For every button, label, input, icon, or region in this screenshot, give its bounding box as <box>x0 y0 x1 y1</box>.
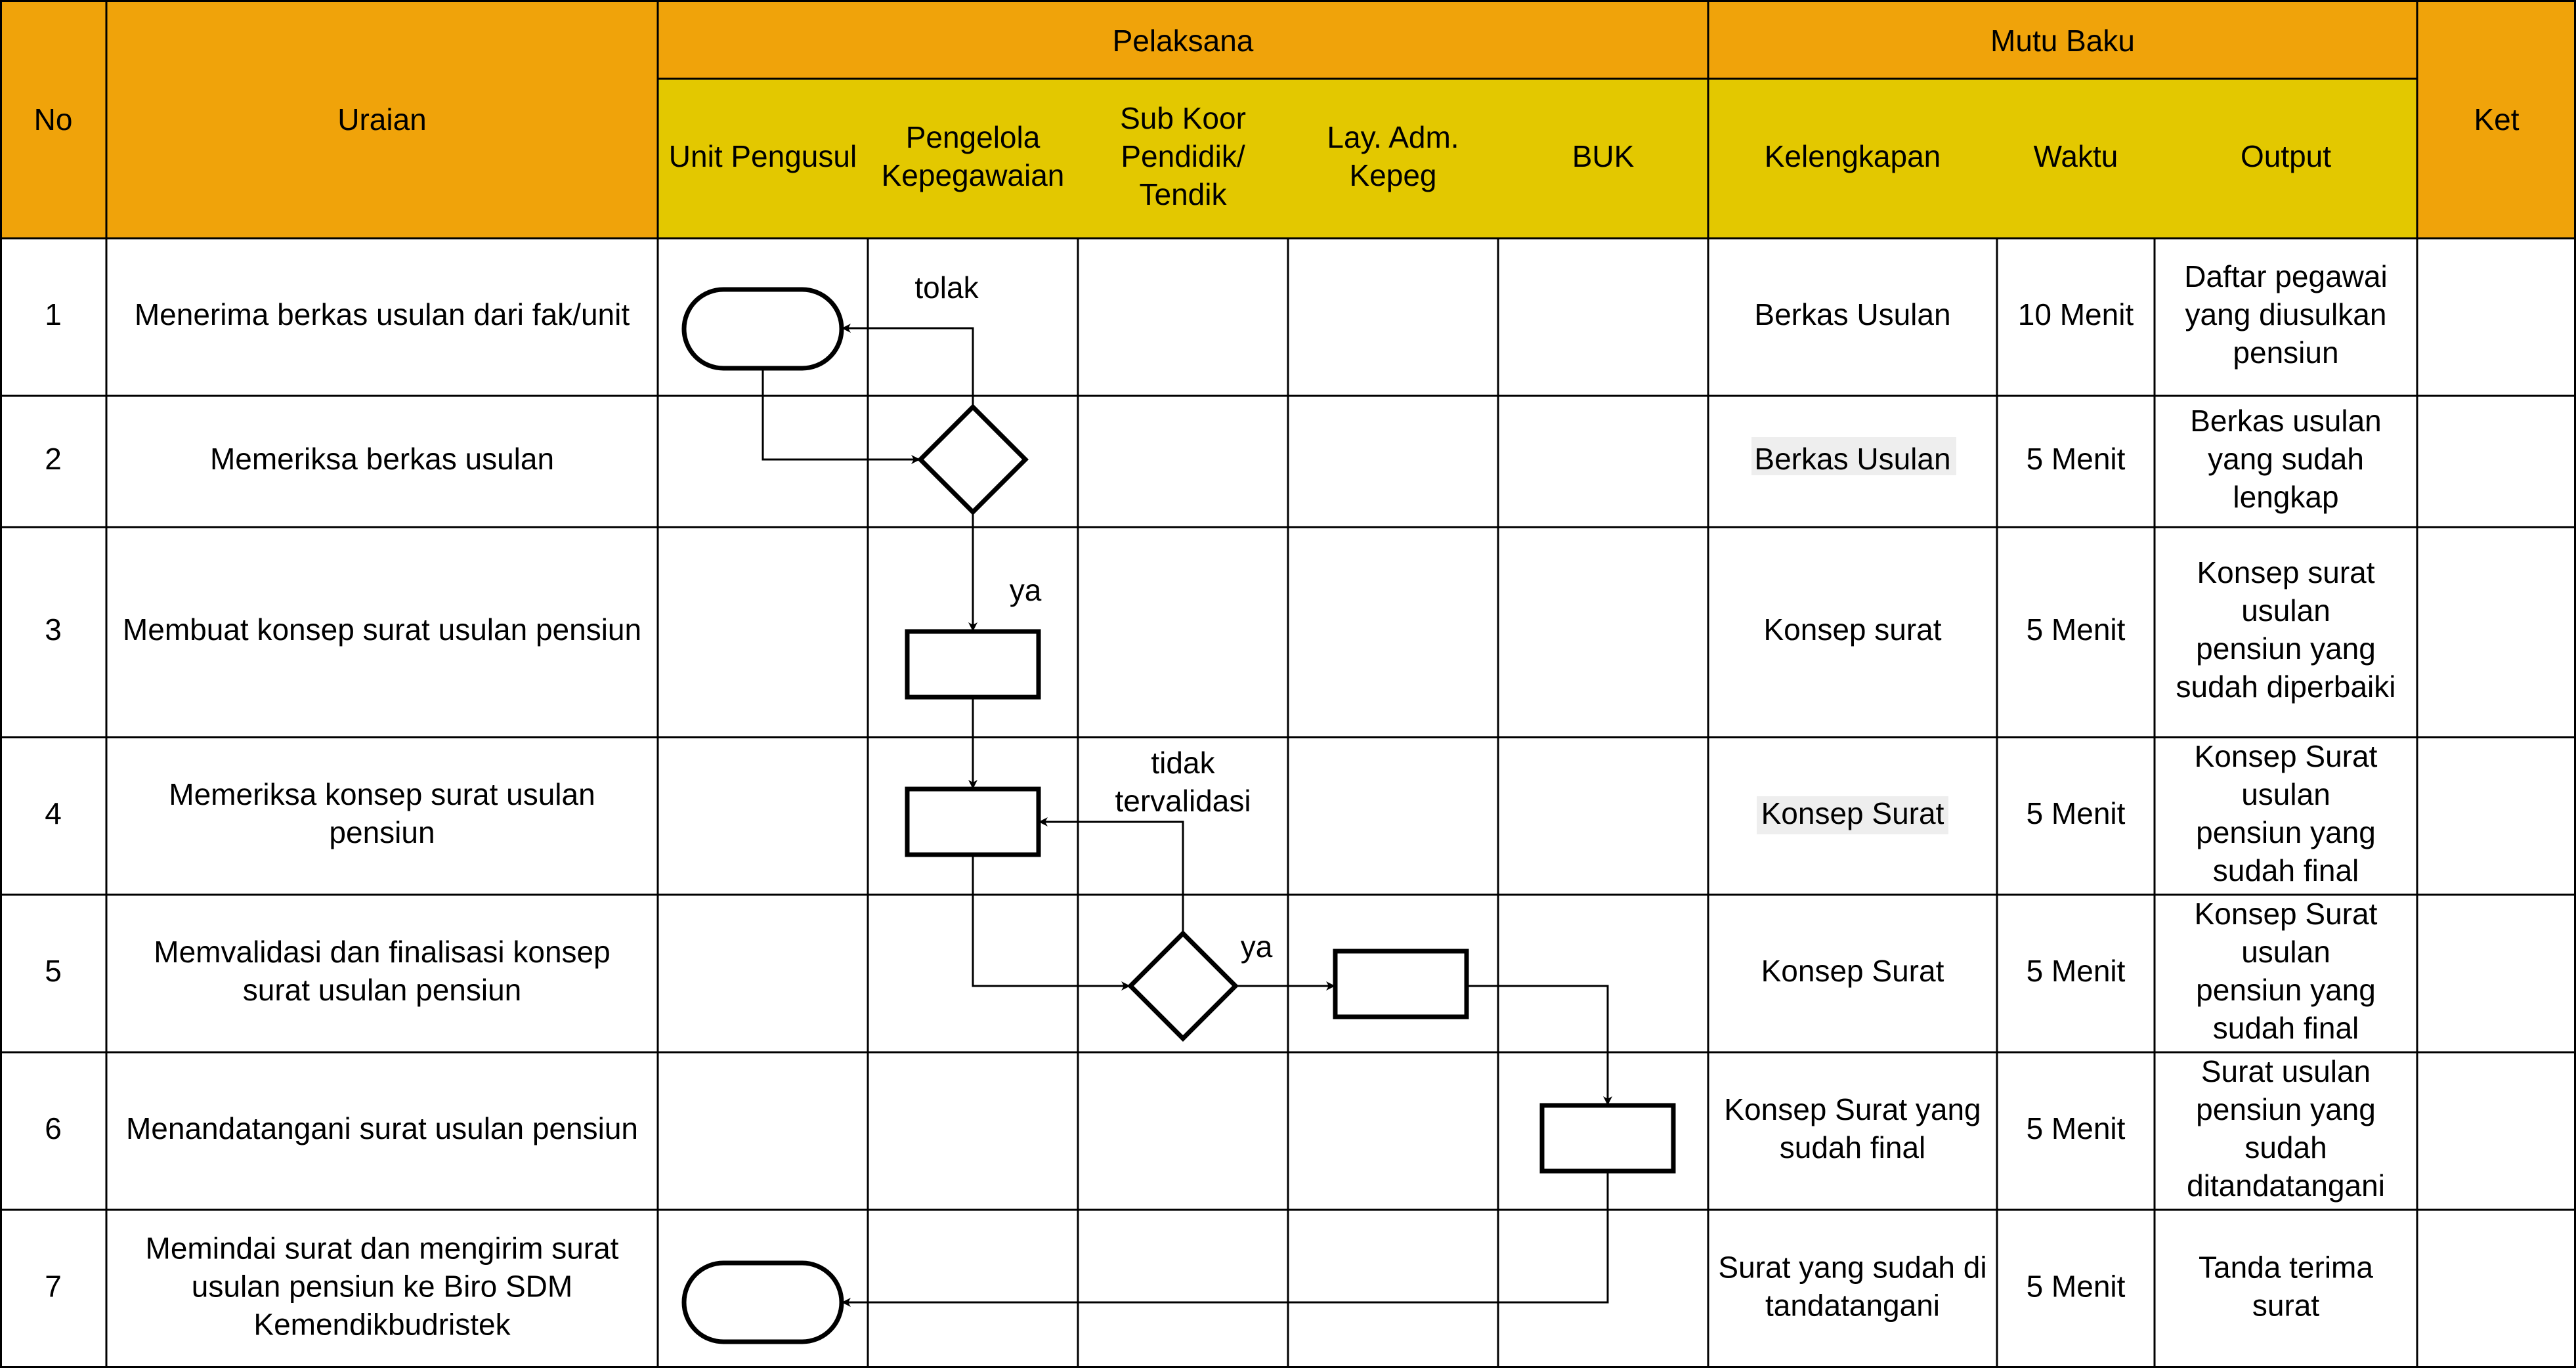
row-output-line: Konsep Surat <box>2194 739 2378 774</box>
row-waktu <box>2027 442 2126 476</box>
row-output-line: Tanda terima <box>2199 1250 2373 1285</box>
row-output-line: Konsep Surat <box>2194 897 2378 931</box>
row-output <box>2184 259 2387 370</box>
row-waktu-line: 5 Menit <box>2026 612 2126 647</box>
mutu-header <box>2034 139 2118 173</box>
row-uraian-line: surat usulan pensiun <box>242 973 522 1008</box>
row-no <box>45 1270 62 1304</box>
lane-header-line: Pendidik/ <box>1121 139 1245 174</box>
label-tervalidasi: tervalidasi <box>1115 784 1251 819</box>
header-pelaksana: Pelaksana <box>1112 24 1254 58</box>
row-no <box>45 1111 62 1145</box>
row-waktu-line: 5 Menit <box>2026 442 2126 477</box>
lane-header-line: Tendik <box>1139 177 1227 212</box>
row-waktu-line: 10 Menit <box>2017 297 2134 332</box>
header-ket: Ket <box>2474 102 2520 137</box>
row-kelengkapan-line: Konsep Surat <box>1761 954 1944 989</box>
row-waktu-line: 5 Menit <box>2026 954 2126 989</box>
row-kelengkapan-line: sudah final <box>1779 1130 1926 1165</box>
row-output <box>2190 404 2382 514</box>
row-output-line: surat <box>2252 1288 2320 1323</box>
row-output-line: lengkap <box>2233 480 2339 515</box>
row-no <box>45 612 62 647</box>
mutu-header <box>1765 139 1941 173</box>
row-kelengkapan-line: Konsep Surat <box>1761 796 1944 831</box>
row-waktu <box>2027 796 2126 830</box>
decision-validate-letter <box>1130 933 1235 1038</box>
row-uraian-line: Menerima berkas usulan dari fak/unit <box>134 297 630 332</box>
row-uraian-line: Menandatangani surat usulan pensiun <box>125 1111 639 1146</box>
decision-check-files <box>920 407 1025 512</box>
label-ya-1: ya <box>1009 573 1042 608</box>
row-output-line: yang diusulkan <box>2185 297 2387 332</box>
mutu-header-line: Output <box>2240 139 2332 174</box>
end-terminator <box>684 1263 842 1342</box>
lane-header <box>669 139 857 173</box>
row-waktu <box>2027 612 2126 647</box>
lane-header-line: BUK <box>1572 139 1635 174</box>
row-no-line: 1 <box>45 297 62 332</box>
row-kelengkapan-line: Konsep Surat yang <box>1724 1092 1981 1127</box>
row-output-line: sudah final <box>2212 853 2359 888</box>
row-output-line: sudah final <box>2212 1011 2359 1046</box>
row-uraian <box>146 1231 619 1342</box>
row-no <box>45 954 62 988</box>
lane-header-line: Lay. Adm. <box>1327 120 1459 155</box>
row-uraian-line: Memeriksa berkas usulan <box>209 442 555 477</box>
row-kelengkapan <box>1754 442 1950 476</box>
row-output-line: pensiun yang <box>2196 631 2376 666</box>
row-no-line: 3 <box>45 612 62 647</box>
header-no: No <box>33 102 73 137</box>
lane-header-line: Pengelola <box>905 120 1041 155</box>
mutu-header <box>2241 139 2331 173</box>
label-tidak: tidak <box>1151 746 1215 780</box>
row-output-line: pensiun yang <box>2196 1092 2376 1127</box>
row-uraian-line: Membuat konsep surat usulan pensiun <box>122 612 642 647</box>
row-output-line: sudah diperbaiki <box>2176 670 2396 704</box>
row-kelengkapan <box>1763 612 1941 647</box>
row-uraian <box>210 442 554 476</box>
header-uraian: Uraian <box>337 102 427 137</box>
connector-finalize-to-sign <box>1467 986 1608 1104</box>
mutu-header-line: Waktu <box>2033 139 2118 174</box>
row-uraian-line: pensiun <box>329 815 435 850</box>
connector-not-valid-to-review <box>1040 822 1183 933</box>
row-kelengkapan-line: Berkas Usulan <box>1754 442 1951 477</box>
process-sign-letter <box>1542 1105 1673 1171</box>
row-output-line: ditandatangani <box>2187 1168 2385 1203</box>
row-output-line: Daftar pegawai <box>2184 259 2388 294</box>
row-no <box>45 796 62 830</box>
row-waktu <box>2027 1111 2126 1145</box>
row-no-line: 7 <box>45 1269 62 1304</box>
mutu-header-line: Kelengkapan <box>1764 139 1941 174</box>
process-review-letter <box>907 789 1039 855</box>
row-no-line: 4 <box>45 796 62 831</box>
row-waktu-line: 5 Menit <box>2026 1111 2126 1146</box>
row-output-line: Berkas usulan <box>2190 404 2382 438</box>
row-kelengkapan-line: Surat yang sudah di <box>1718 1250 1987 1285</box>
header-mutu-baku: Mutu Baku <box>1990 24 2135 58</box>
row-no <box>45 442 62 476</box>
row-output-line: Konsep surat <box>2197 555 2375 590</box>
row-output <box>2187 1054 2385 1203</box>
process-finalize-letter <box>1335 951 1467 1017</box>
row-uraian-line: Kemendikbudristek <box>253 1307 511 1342</box>
row-kelengkapan-line: Konsep surat <box>1763 612 1942 647</box>
row-output-line: pensiun yang <box>2196 815 2376 850</box>
mutu-headers <box>1765 139 2332 173</box>
row-uraian <box>169 777 595 849</box>
row-kelengkapan-line: Berkas Usulan <box>1754 297 1951 332</box>
row-uraian-line: Memindai surat dan mengirim surat <box>145 1231 619 1266</box>
label-ya-2: ya <box>1240 930 1273 964</box>
start-terminator <box>684 289 842 368</box>
row-uraian-line: Memeriksa konsep surat usulan <box>169 777 595 812</box>
label-tolak: tolak <box>914 270 979 305</box>
row-no-line: 6 <box>45 1111 62 1146</box>
row-no <box>45 297 62 331</box>
row-uraian <box>123 612 641 647</box>
row-output-line: usulan <box>2241 935 2330 970</box>
connector-sign-to-end <box>843 1171 1608 1302</box>
row-no-line: 5 <box>45 954 62 989</box>
row-waktu-line: 5 Menit <box>2026 796 2126 831</box>
lane-header-line: Kepeg <box>1349 158 1437 193</box>
row-output-line: pensiun yang <box>2196 973 2376 1008</box>
row-kelengkapan <box>1754 297 1950 331</box>
row-waktu-line: 5 Menit <box>2026 1269 2126 1304</box>
row-kelengkapan <box>1761 954 1944 988</box>
row-uraian-line: Memvalidasi dan finalisasi konsep <box>154 935 611 970</box>
lane-header <box>1572 139 1635 173</box>
row-waktu <box>2018 297 2134 331</box>
row-output <box>2176 555 2395 704</box>
row-uraian <box>154 935 610 1007</box>
lane-header-line: Unit Pengusul <box>668 139 857 174</box>
process-draft-letter <box>907 631 1039 697</box>
row-output-line: Surat usulan <box>2200 1054 2371 1089</box>
row-output-line: pensiun <box>2233 335 2339 370</box>
row-output-line: usulan <box>2241 777 2330 812</box>
lane-header-line: Sub Koor <box>1120 101 1246 136</box>
row-kelengkapan <box>1761 796 1944 830</box>
row-no-line: 2 <box>45 442 62 477</box>
connector-start-to-decision <box>763 368 919 460</box>
row-kelengkapan <box>1718 1250 1986 1323</box>
row-uraian-line: usulan pensiun ke Biro SDM <box>191 1269 573 1304</box>
row-uraian <box>126 1111 638 1145</box>
row-output <box>2195 897 2378 1045</box>
connector-review-to-validate <box>973 855 1129 986</box>
row-waktu <box>2027 1270 2126 1304</box>
row-output-line: yang sudah <box>2208 442 2364 477</box>
row-uraian <box>135 297 630 331</box>
row-output <box>2199 1250 2373 1323</box>
row-waktu <box>2027 954 2126 988</box>
row-output <box>2195 739 2378 887</box>
row-output-line: sudah <box>2244 1130 2327 1165</box>
lane-header-line: Kepegawaian <box>881 158 1065 193</box>
row-output-line: usulan <box>2241 593 2330 628</box>
row-kelengkapan-line: tandatangani <box>1765 1288 1941 1323</box>
row-kelengkapan <box>1724 1092 1981 1165</box>
